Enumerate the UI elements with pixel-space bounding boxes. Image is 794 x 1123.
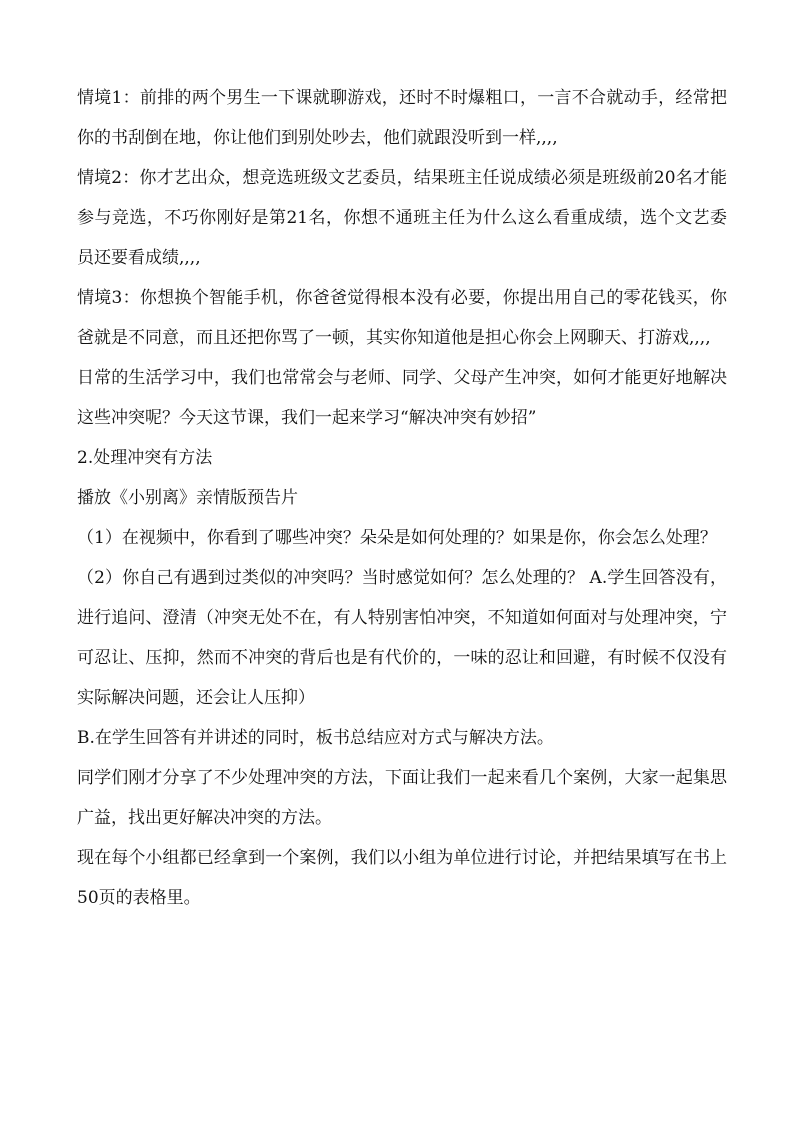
paragraph-cases-intro: 同学们刚才分享了不少处理冲突的方法，下面让我们一起来看几个案例，大家一起集思广益，找出更好解决冲突的方法。 — [77, 768, 727, 828]
paragraph-scenario-3: 情境3：你想换个智能手机，你爸爸觉得根本没有必要，你提出用自己的零花钱买，你爸就是不同意，而且还把你骂了一顿，其实你知道他是担心你会上网聊天、打游戏,,,, — [77, 288, 727, 348]
document-body — [77, 78, 727, 918]
paragraph-scenario-1: 情境1：前排的两个男生一下课就聊游戏，还时不时爆粗口，一言不合就动手，经常把你的书刮倒在地，你让他们到别处吵去，他们就跟没听到一样,,,, — [77, 88, 727, 148]
section-heading-methods: 2.处理冲突有方法 — [77, 448, 213, 468]
paragraph-introduction: 日常的生活学习中，我们也常常会与老师、同学、父母产生冲突，如何才能更好地解决这些冲突呢？今天这节课，我们一起来学习“解决冲突有妙招” — [77, 368, 727, 428]
paragraph-group-task: 现在每个小组都已经拿到一个案例，我们以小组为单位进行讨论，并把结果填写在书上50页的表格里。 — [77, 848, 727, 908]
paragraph-video: 播放《小别离》亲情版预告片 — [77, 488, 298, 508]
paragraph-scenario-2: 情境2：你才艺出众，想竞选班级文艺委员，结果班主任说成绩必须是班级前20名才能参与竞选，不巧你刚好是第21名，你想不通班主任为什么这么看重成绩，选个文艺委员还要看成绩,,,, — [77, 168, 727, 268]
paragraph-question-2: （2）你自己有遇到过类似的冲突吗？当时感觉如何？怎么处理的？ A.学生回答没有，进行追问、澄清（冲突无处不在，有人特别害怕冲突，不知道如何面对与处理冲突，宁可忍让、压抑，然而不冲突的背后也是有代价的，一味的忍让和回避，有时候不仅没有实际解决问题，还会让人压抑） — [77, 568, 727, 708]
paragraph-question-1: （1）在视频中，你看到了哪些冲突？朵朵是如何处理的？如果是你，你会怎么处理？ — [77, 528, 717, 548]
paragraph-point-b: B.在学生回答有并讲述的同时，板书总结应对方式与解决方法。 — [77, 728, 554, 748]
